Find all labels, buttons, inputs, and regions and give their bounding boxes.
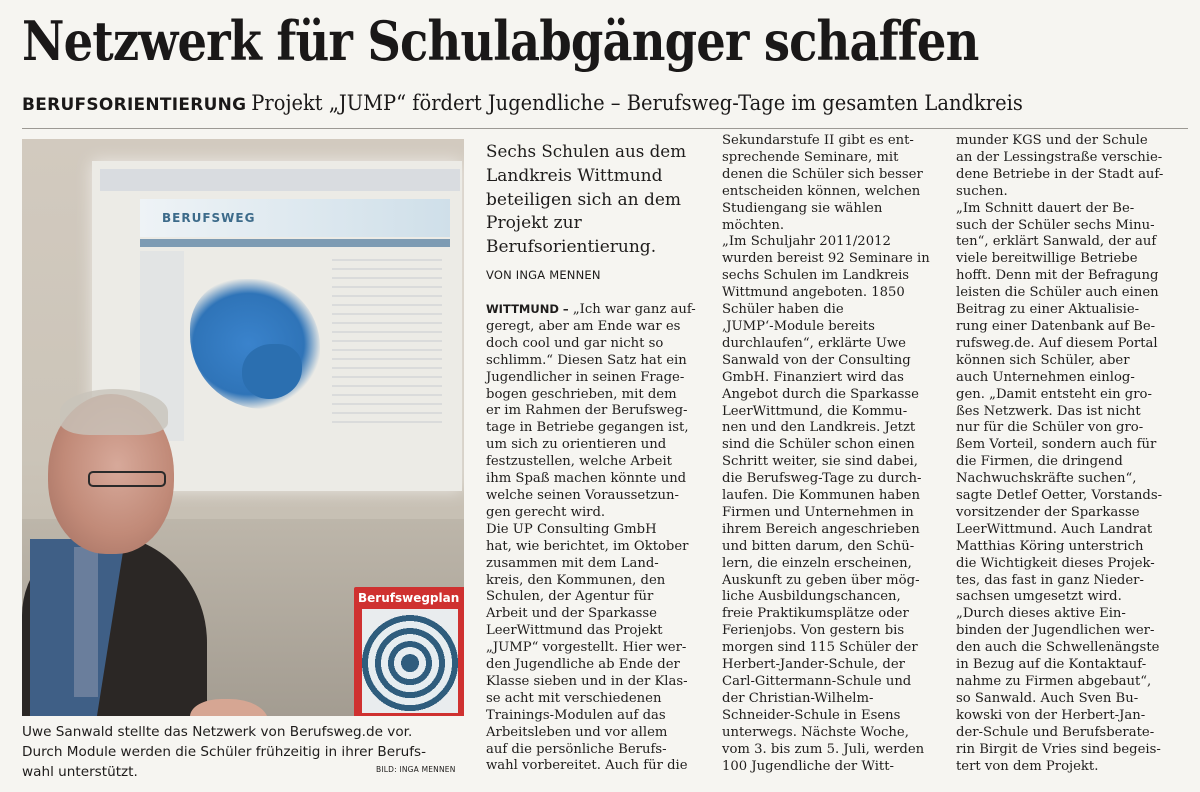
text-line: „Durch dieses aktive Ein-: [956, 606, 1126, 622]
text-line: möchten.: [722, 217, 785, 233]
text-line: Schneider-Schule in Esens: [722, 707, 901, 723]
text-line: den Jugendliche ab Ende der: [486, 657, 680, 673]
text-line: Schulen, der Agentur für: [486, 589, 654, 605]
kicker: BERUFSORIENTIERUNG: [22, 95, 247, 115]
text-line: Wittmund angeboten. 1850: [722, 285, 905, 301]
text-line: unterwegs. Nächste Woche,: [722, 724, 909, 740]
text-line: sachsen umgesetzt wird.: [956, 589, 1122, 605]
byline: VON INGA MENNEN: [486, 268, 601, 282]
text-line: vom 3. bis zum 5. Juli, werden: [722, 741, 925, 757]
text-line: liche Ausbildungschancen,: [722, 589, 901, 605]
text-line: Matthias Köring unterstrich: [956, 538, 1144, 554]
text-line: festzustellen, welche Arbeit: [486, 454, 672, 470]
text-line: ‚JUMP‘-Module bereits: [722, 318, 875, 334]
text-line: kreis, den Kommunen, den: [486, 572, 666, 588]
text-line: 100 Jugendliche der Witt-: [722, 758, 894, 774]
text-line: viele bereitwillige Betriebe: [956, 251, 1138, 267]
text-line: tage in Betriebe gegangen ist,: [486, 420, 689, 436]
text-line: Landkreis Wittmund: [486, 165, 663, 186]
text-line: gen. „Damit entsteht ein gro-: [956, 386, 1152, 402]
text-line: denen die Schüler sich besser: [722, 166, 923, 182]
text-line: und bitten darum, den Schü-: [722, 538, 915, 554]
website-content: [332, 259, 442, 429]
text-line: hat, wie berichtet, im Oktober: [486, 538, 689, 554]
text-line: doch cool und gar nicht so: [486, 335, 664, 351]
text-line: der Christian-Wilhelm-: [722, 690, 874, 706]
text-line: in Bezug auf die Kontaktauf-: [956, 657, 1147, 673]
speaker-tie: [74, 547, 98, 697]
website-nav: [140, 239, 450, 247]
text-line: Berufsorientierung.: [486, 237, 657, 258]
text-line: Nachwuchskräfte suchen“,: [956, 471, 1137, 487]
text-line: laufen. Die Kommunen haben: [722, 488, 920, 504]
text-line: Sekundarstufe II gibt es ent-: [722, 133, 914, 148]
text-line: hofft. Denn mit der Befragung: [956, 268, 1159, 284]
text-line: dene Betriebe in der Stadt auf-: [956, 166, 1164, 182]
text-line: Klasse sieben und in der Klas-: [486, 673, 688, 689]
text-line: Jugendlicher in seinen Frage-: [486, 369, 685, 385]
text-line: GmbH. Finanziert wird das: [722, 369, 904, 385]
text-line: munder KGS und der Schule: [956, 133, 1148, 148]
browser-bar: [100, 169, 460, 191]
text-line: können sich Schüler, aber: [956, 352, 1130, 368]
text-line: schlimm.“ Diesen Satz hat ein: [486, 352, 687, 368]
text-line: ihm Spaß machen könnte und: [486, 471, 687, 487]
text-line: sind die Schüler schon einen: [722, 437, 915, 453]
text-line: vorsitzender der Sparkasse: [956, 504, 1140, 520]
text-line: welche seinen Voraussetzun-: [486, 487, 679, 503]
text-line: geregt, aber am Ende war es: [486, 318, 681, 334]
text-line: Firmen und Unternehmen in: [722, 504, 914, 520]
text-line: [486, 301, 696, 319]
text-line: suchen.: [956, 183, 1008, 199]
text-line: entscheiden können, welchen: [722, 183, 921, 199]
text-line: lern, die einzeln erscheinen,: [722, 555, 912, 571]
text-line: sprechende Seminare, mit: [722, 149, 899, 165]
text-line: Sanwald von der Consulting: [722, 352, 911, 368]
text-line: an der Lessingstraße verschie-: [956, 149, 1163, 165]
speaker-hair: [60, 389, 168, 435]
article-column-3: [956, 133, 1163, 775]
text-line: Projekt zur: [486, 213, 582, 234]
text-line: binden der Jugendlichen wer-: [956, 623, 1155, 639]
text-line: leisten die Schüler auch einen: [956, 285, 1159, 301]
text-line: auch Unternehmen einlog-: [956, 369, 1135, 385]
text-line: zusammen mit dem Land-: [486, 555, 659, 571]
headline: Netzwerk für Schulabgänger schaffen: [22, 9, 979, 73]
header-rule: [22, 128, 1188, 129]
text-line: ßem Vorteil, sondern auch für: [956, 437, 1157, 453]
article-photo: [22, 139, 464, 716]
text-line: so Sanwald. Auch Sven Bu-: [956, 690, 1139, 706]
dateline: WITTMUND –: [486, 302, 569, 316]
text-line: Sechs Schulen aus dem: [486, 142, 687, 162]
text-line: LeerWittmund das Projekt: [486, 623, 663, 639]
text-line: nen und den Landkreis. Jetzt: [722, 420, 916, 436]
text-line: „JUMP“ vorgestellt. Hier wer-: [486, 640, 687, 656]
glasses-icon: [88, 471, 166, 487]
text-line: tert von dem Projekt.: [956, 758, 1099, 774]
text-line: wahl vorbereitet. Auch für die: [486, 758, 688, 774]
subline: [22, 86, 1188, 122]
text-line: Schritt weiter, sie sind dabei,: [722, 454, 918, 470]
text-line: rin Birgit de Vries sind begeis-: [956, 741, 1161, 757]
text-line: tes, das fast in ganz Nieder-: [956, 572, 1144, 588]
text-line: freie Praktikumsplätze oder: [722, 606, 909, 622]
text-line: bogen geschrieben, mit dem: [486, 386, 677, 402]
text-line: die Wichtigkeit dieses Projek-: [956, 555, 1155, 571]
text-line: den auch die Schwellenängste: [956, 640, 1160, 656]
text-line: „Im Schuljahr 2011/2012: [722, 234, 891, 250]
website-logo: BERUFSWEG: [162, 211, 256, 225]
text-line: rufsweg.de. Auf diesem Portal: [956, 335, 1158, 351]
text-line: Carl-Gittermann-Schule und: [722, 674, 912, 689]
text-line: durchlaufen“, erklärte Uwe: [722, 335, 906, 351]
text-line: Herbert-Jander-Schule, der: [722, 657, 905, 673]
text-line: Studiengang sie wählen: [722, 200, 883, 216]
article-column-1: [486, 301, 696, 775]
text-line: nur für die Schüler von gro-: [956, 420, 1144, 436]
text-line: Die UP Consulting GmbH: [486, 521, 657, 537]
text-line: ihrem Bereich angeschrieben: [722, 521, 920, 537]
brochure-title: Berufswegplan: [358, 591, 460, 605]
subtitle: Projekt „JUMP“ fördert Jugendliche – Berufsweg-Tage im gesamten Landkreis: [251, 91, 1023, 115]
article-lead: [486, 141, 690, 260]
caption-line: Durch Module werden die Schüler frühzeitig in ihrer Berufs-: [22, 744, 427, 760]
text-line: ßes Netzwerk. Das ist nicht: [956, 403, 1141, 419]
text-line: die Berufsweg-Tage zu durch-: [722, 471, 922, 487]
caption-line: Uwe Sanwald stellte das Netzwerk von Berufsweg.de vor.: [22, 724, 413, 740]
text-line: morgen sind 115 Schüler der: [722, 640, 918, 656]
text-line: sagte Detlef Oetter, Vorstands-: [956, 488, 1163, 504]
text-line: auf die persönliche Berufs-: [486, 741, 667, 757]
text-line: Arbeitsleben und vor allem: [486, 724, 668, 740]
text-line: Schüler haben die: [722, 302, 844, 318]
text-line: Auskunft zu geben über mög-: [722, 572, 920, 588]
text-line: LeerWittmund. Auch Landrat: [956, 521, 1153, 537]
text-line: ten“, erklärt Sanwald, der auf: [956, 234, 1157, 250]
text-line: „Im Schnitt dauert der Be-: [956, 200, 1135, 216]
maze-icon: [362, 609, 458, 713]
text-line: um sich zu orientieren und: [486, 437, 667, 453]
caption-line: wahl unterstützt.: [22, 764, 138, 780]
text-line: se acht mit verschiedenen: [486, 690, 662, 706]
article-column-2: [722, 133, 930, 775]
text-line: nahme zu Firmen abgebaut“,: [956, 674, 1152, 689]
text-line: kowski von der Herbert-Jan-: [956, 707, 1146, 723]
text-line: Arbeit und der Sparkasse: [486, 606, 657, 622]
text-line: die Firmen, die dringend: [956, 454, 1123, 470]
text-line: Beitrag zu einer Aktualisie-: [956, 302, 1140, 318]
text-line: rung einer Datenbank auf Be-: [956, 318, 1156, 334]
text-line: sechs Schulen im Landkreis: [722, 268, 910, 284]
text-line: Ferienjobs. Von gestern bis: [722, 623, 905, 639]
text-line: Trainings-Modulen auf das: [486, 707, 666, 723]
photo-credit: BILD: INGA MENNEN: [376, 765, 456, 774]
text-line: Angebot durch die Sparkasse: [722, 386, 919, 402]
text-line: er im Rahmen der Berufsweg-: [486, 403, 688, 419]
text-line-rest: „Ich war ganz auf-: [572, 302, 696, 317]
text-line: such der Schüler sechs Minu-: [956, 217, 1155, 233]
text-line: gen gerecht wird.: [486, 504, 606, 520]
text-line: der-Schule und Berufsberate-: [956, 724, 1155, 740]
text-line: LeerWittmund, die Kommu-: [722, 403, 908, 419]
text-line: wurden bereist 92 Seminare in: [722, 251, 930, 267]
text-line: beteiligen sich an dem: [486, 189, 682, 210]
